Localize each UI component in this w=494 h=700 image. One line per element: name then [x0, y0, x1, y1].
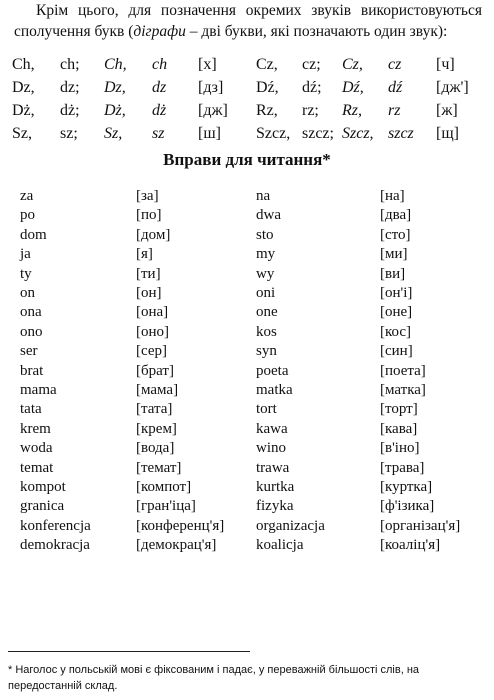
- digraph-lower: dz;: [60, 79, 80, 96]
- transcription: [вода]: [136, 440, 175, 457]
- word-row: [0, 363, 494, 383]
- polish-word: tort: [256, 401, 277, 418]
- transcription: [кава]: [380, 420, 418, 437]
- intro-paragraph: [14, 0, 482, 42]
- transcription: [демокрац'я]: [136, 537, 217, 554]
- transcription: [темат]: [136, 459, 182, 476]
- polish-word: demokracja: [20, 537, 90, 554]
- polish-word: woda: [20, 440, 53, 457]
- digraph-sound: [ш]: [198, 125, 221, 142]
- digraph-upper: Sz,: [12, 125, 32, 142]
- intro-text-end: – дві букви, які позначають один звук):: [185, 23, 448, 40]
- digraph-upper: Dż,: [12, 102, 35, 119]
- polish-word: temat: [20, 459, 54, 476]
- digraph-lower: rz;: [302, 102, 319, 119]
- word-row: [0, 537, 494, 557]
- polish-word: oni: [256, 285, 276, 301]
- transcription: [ф'ізика]: [380, 498, 435, 515]
- transcription: [конференц'я]: [136, 517, 225, 534]
- transcription: [тата]: [136, 401, 173, 418]
- polish-word: ono: [20, 323, 43, 340]
- polish-word: my: [256, 246, 276, 263]
- polish-word: wy: [256, 265, 275, 282]
- transcription: [трава]: [380, 459, 425, 476]
- digraph-sound: [х]: [198, 56, 217, 73]
- digraph-lower: ch;: [60, 56, 80, 73]
- polish-word: brat: [20, 362, 44, 379]
- digraph-lower: cz;: [302, 56, 321, 73]
- polish-word: on: [20, 285, 35, 301]
- polish-word: kurtka: [256, 479, 295, 495]
- word-row: [0, 304, 494, 324]
- transcription: [сер]: [136, 343, 167, 360]
- polish-word: kompot: [20, 479, 66, 495]
- polish-word: syn: [256, 343, 277, 360]
- polish-word: organizacja: [256, 517, 325, 534]
- digraph-lower: sz;: [60, 125, 78, 142]
- word-row: [0, 343, 494, 363]
- transcription: [матка]: [380, 382, 426, 398]
- transcription: [сто]: [380, 226, 411, 243]
- polish-word: konferencja: [20, 517, 91, 534]
- polish-word: fizyka: [256, 498, 294, 515]
- digraph-sound: [дж']: [436, 79, 469, 96]
- word-row: [0, 382, 494, 402]
- transcription: [син]: [380, 343, 413, 360]
- word-row: [0, 207, 494, 227]
- digraph-upper: Szcz,: [256, 125, 291, 142]
- transcription: [компот]: [136, 479, 192, 495]
- word-row: [0, 518, 494, 538]
- transcription: [оно]: [136, 323, 170, 340]
- digraph-italic-lower: dż: [152, 102, 167, 119]
- digraph-lower: szcz;: [302, 125, 334, 142]
- polish-word: dwa: [256, 207, 281, 224]
- polish-word: wino: [256, 440, 286, 457]
- transcription: [она]: [136, 304, 169, 321]
- digraph-sound: [дж]: [198, 102, 228, 119]
- digraph-italic-upper: Dz,: [104, 79, 126, 96]
- transcription: [ви]: [380, 265, 406, 282]
- polish-word: sto: [256, 226, 274, 243]
- footnote: * Наголос у польській мові є фіксованим і падає, у переважній більшості слів, на передостанній склад.: [8, 664, 420, 692]
- digraph-italic-lower: sz: [152, 125, 165, 142]
- digraph-italic-upper: Sz,: [104, 125, 123, 142]
- polish-word: ja: [20, 246, 31, 263]
- digraph-sound: [дз]: [198, 79, 224, 96]
- transcription: [он'і]: [380, 285, 413, 301]
- transcription: [за]: [136, 188, 159, 204]
- polish-word: tata: [20, 401, 42, 418]
- digraph-lower: dź;: [302, 79, 322, 96]
- digraph-italic-upper: Dź,: [342, 79, 364, 96]
- transcription: [куртка]: [380, 479, 433, 495]
- digraph-italic-upper: Dż,: [104, 102, 126, 119]
- transcription: [торт]: [380, 401, 418, 418]
- polish-word: ona: [20, 304, 42, 321]
- digraph-italic-lower: dź: [388, 79, 403, 96]
- digraph-sound: [ч]: [436, 56, 455, 73]
- intro-text: Крім цього, для позначення окремих звуків використовуються сполучення букв (: [14, 2, 482, 40]
- digraph-italic-upper: Cz,: [342, 56, 363, 73]
- word-row: [0, 440, 494, 460]
- word-row: [0, 498, 494, 518]
- polish-word: trawa: [256, 459, 290, 476]
- digraph-italic-lower: cz: [388, 56, 402, 73]
- transcription: [ми]: [380, 246, 408, 263]
- polish-word: za: [20, 188, 34, 204]
- polish-word: po: [20, 207, 35, 224]
- digraph-italic-lower: rz: [388, 102, 401, 119]
- transcription: [оне]: [380, 304, 413, 321]
- polish-word: krem: [20, 420, 51, 437]
- transcription: [мама]: [136, 382, 179, 398]
- word-row: [0, 188, 494, 208]
- digraph-upper: Rz,: [256, 102, 278, 119]
- transcription: [в'іно]: [380, 440, 420, 457]
- digraph-lower: dż;: [60, 102, 80, 119]
- footnote-divider: [8, 651, 250, 652]
- digraph-italic-upper: Ch,: [104, 56, 127, 73]
- transcription: [коаліц'я]: [380, 537, 441, 554]
- intro-italic-term: діграфи: [133, 23, 186, 40]
- transcription: [он]: [136, 285, 162, 301]
- transcription: [два]: [380, 207, 412, 224]
- digraph-upper: Dź,: [256, 79, 279, 96]
- digraph-upper: Cz,: [256, 56, 278, 73]
- word-row: [0, 324, 494, 344]
- section-heading: Вправи для читання*: [163, 150, 331, 169]
- word-row: [0, 227, 494, 247]
- polish-word: poeta: [256, 362, 289, 379]
- polish-word: granica: [20, 498, 65, 515]
- transcription: [на]: [380, 188, 405, 204]
- digraph-italic-lower: szcz: [388, 125, 414, 142]
- transcription: [дом]: [136, 226, 171, 243]
- transcription: [організац'я]: [380, 517, 461, 534]
- digraph-italic-upper: Szcz,: [342, 125, 374, 142]
- transcription: [крем]: [136, 420, 177, 437]
- transcription: [гран'іца]: [136, 498, 196, 515]
- digraph-italic-lower: ch: [152, 56, 168, 73]
- transcription: [я]: [136, 246, 153, 263]
- word-row: [0, 266, 494, 286]
- polish-word: na: [256, 188, 271, 204]
- polish-word: kos: [256, 323, 277, 340]
- polish-word: koalicja: [256, 537, 304, 554]
- word-row: [0, 401, 494, 421]
- transcription: [кос]: [380, 323, 412, 340]
- word-row: [0, 479, 494, 499]
- word-row: [0, 285, 494, 305]
- polish-word: matka: [256, 382, 293, 398]
- digraph-upper: Dz,: [12, 79, 35, 96]
- polish-word: ser: [20, 343, 38, 360]
- transcription: [брат]: [136, 362, 174, 379]
- digraph-italic-lower: dz: [152, 79, 167, 96]
- transcription: [по]: [136, 207, 162, 224]
- transcription: [поета]: [380, 362, 426, 379]
- polish-word: mama: [20, 382, 57, 398]
- word-row: [0, 460, 494, 480]
- digraph-upper: Ch,: [12, 56, 35, 73]
- polish-word: kawa: [256, 420, 288, 437]
- word-row: [0, 421, 494, 441]
- word-row: [0, 246, 494, 266]
- digraph-sound: [ж]: [436, 102, 458, 119]
- polish-word: dom: [20, 226, 47, 243]
- transcription: [ти]: [136, 265, 161, 282]
- polish-word: ty: [20, 265, 32, 282]
- digraph-sound: [щ]: [436, 125, 459, 142]
- polish-word: one: [256, 304, 278, 321]
- digraph-italic-upper: Rz,: [342, 102, 362, 119]
